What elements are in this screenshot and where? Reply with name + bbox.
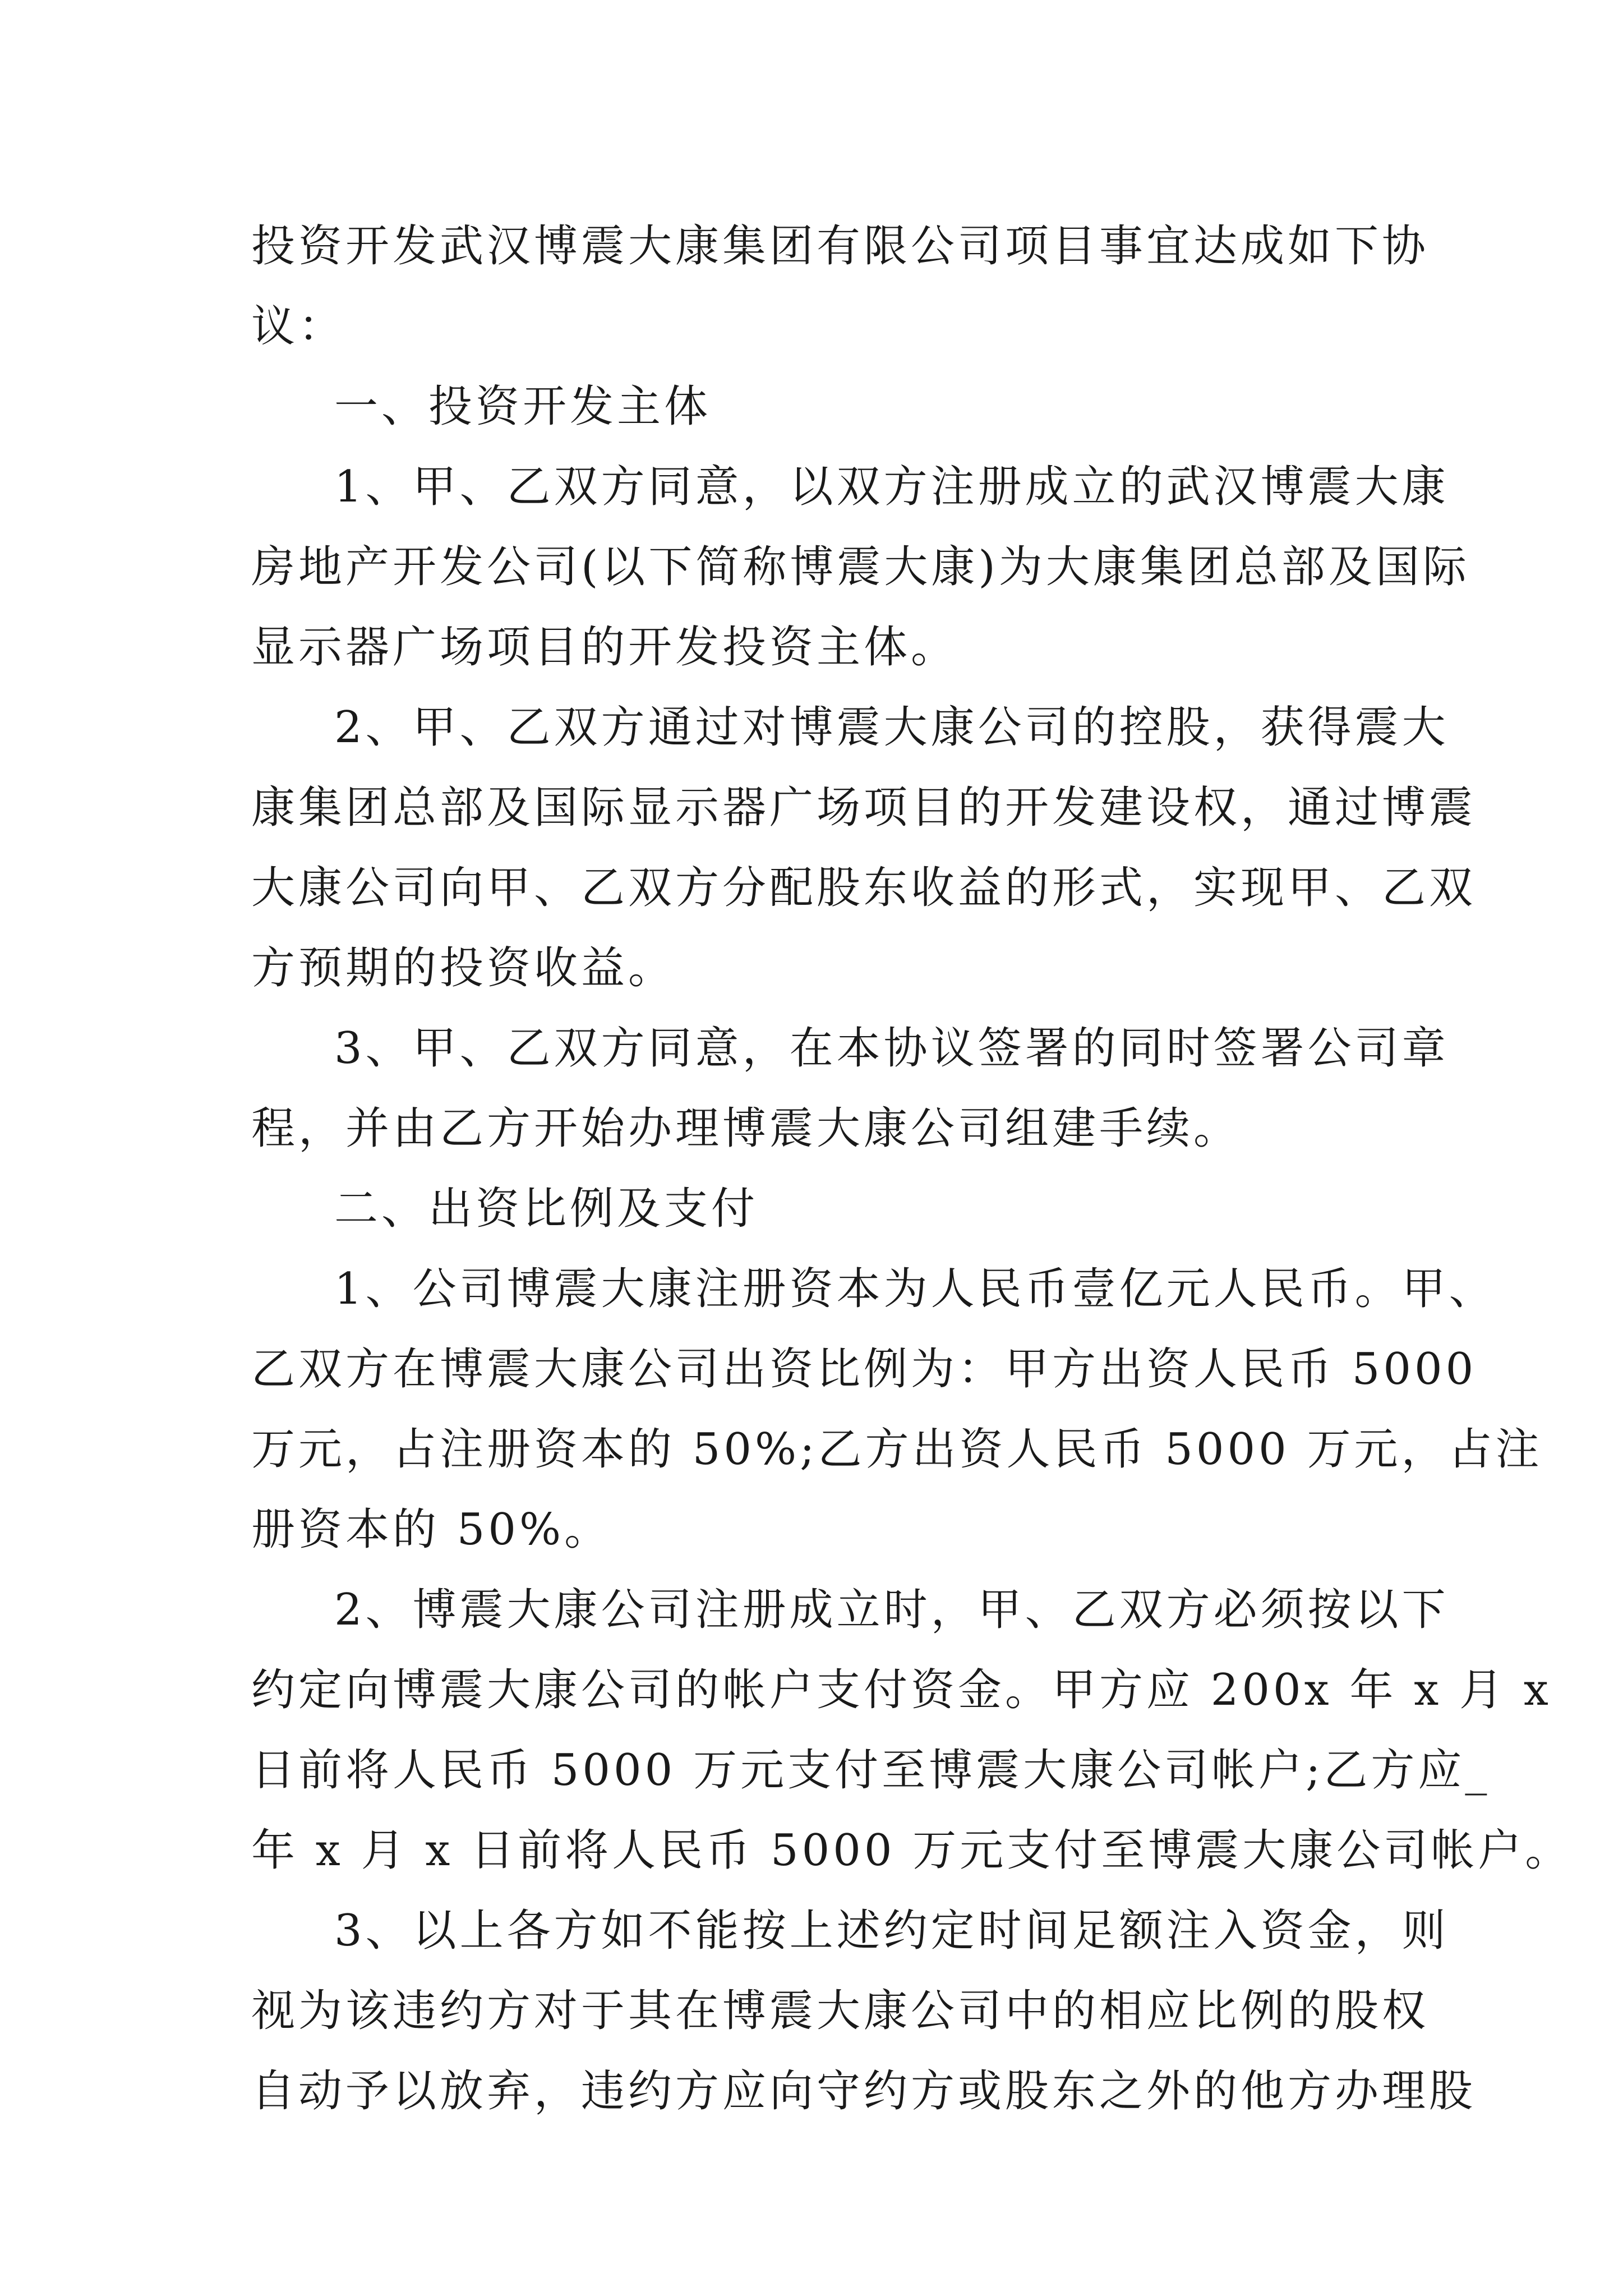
document-body [251, 206, 1573, 2132]
text-line: 方预期的投资收益。 [251, 943, 676, 993]
text-line: 投资开发武汉博震大康集团有限公司项目事宜达成如下协 [251, 221, 1430, 272]
text-line: 程，并由乙方开始办理博震大康公司组建手续。 [251, 1103, 1241, 1154]
text-line: 万元，占注册资本的 50%;乙方出资人民币 5000 万元，占注 [251, 1424, 1543, 1475]
text-line: 大康公司向甲、乙双方分配股东收益的形式，实现甲、乙双 [251, 863, 1477, 913]
text-line: 册资本的 50%。 [251, 1504, 612, 1555]
text-line: 3、甲、乙双方同意，在本协议签署的同时签署公司章 [334, 1023, 1449, 1074]
text-line: 显示器广场项目的开发投资主体。 [251, 622, 958, 673]
text-line: 视为该违约方对于其在博震大康公司中的相应比例的股权 [251, 1986, 1430, 2036]
text-line: 自动予以放弃，违约方应向守约方或股东之外的他方办理股 [251, 2066, 1477, 2116]
text-line: 康集团总部及国际显示器广场项目的开发建设权，通过博震 [251, 783, 1477, 833]
text-line: 3、以上各方如不能按上述约定时间足额注入资金，则 [334, 1906, 1449, 1956]
text-line: 议： [251, 301, 346, 352]
text-line: 年 x 月 x 日前将人民币 5000 万元支付至博震大康公司帐户。 [251, 1825, 1573, 1876]
section-heading: 二、出资比例及支付 [334, 1184, 759, 1234]
text-line: 乙双方在博震大康公司出资比例为：甲方出资人民币 5000 [251, 1344, 1477, 1395]
text-line: 1、公司博震大康注册资本为人民币壹亿元人民币。甲、 [334, 1264, 1496, 1314]
text-line: 2、博震大康公司注册成立时，甲、乙双方必须按以下 [334, 1585, 1449, 1635]
section-heading: 一、投资开发主体 [334, 381, 712, 432]
text-line: 2、甲、乙双方通过对博震大康公司的控股，获得震大 [334, 702, 1449, 753]
text-line: 房地产开发公司(以下简称博震大康)为大康集团总部及国际 [251, 542, 1470, 592]
text-line: 1、甲、乙双方同意，以双方注册成立的武汉博震大康 [334, 462, 1449, 512]
text-line: 日前将人民币 5000 万元支付至博震大康公司帐户;乙方应_ [251, 1745, 1491, 1796]
text-line: 约定向博震大康公司的帐户支付资金。甲方应 200x 年 x 月 x [251, 1665, 1552, 1715]
